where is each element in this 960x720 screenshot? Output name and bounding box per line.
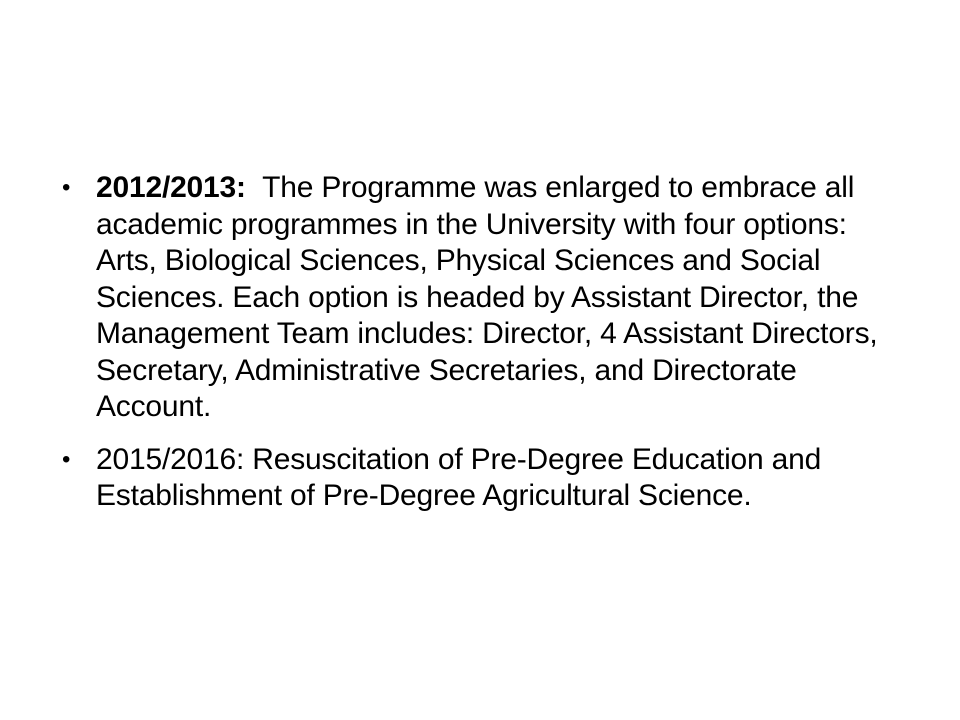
bullet-text: The Programme was enlarged to embrace all academic programmes in the University with four options: Arts, Biological Sciences, Physical Sciences and Social Sciences. Each option is headed by Assistant Director, the Management Team includes: Director, 4 Assistant Directors, Secretary, Administrative Secretaries, and Directorate Account.	[96, 171, 878, 423]
bullet-marker: •	[62, 445, 71, 473]
bullet-year: 2015/2016:	[96, 442, 245, 476]
bullet-item-2012-2013	[62, 170, 912, 426]
bullet-text: Resuscitation of Pre-Degree Education and Establishment of Pre-Degree Agricultural Science.	[96, 442, 822, 512]
bullet-year: 2012/2013:	[96, 171, 246, 204]
bullet-list	[62, 170, 912, 515]
bullet-item-2015-2016	[62, 442, 912, 515]
bullet-marker: •	[62, 174, 71, 201]
